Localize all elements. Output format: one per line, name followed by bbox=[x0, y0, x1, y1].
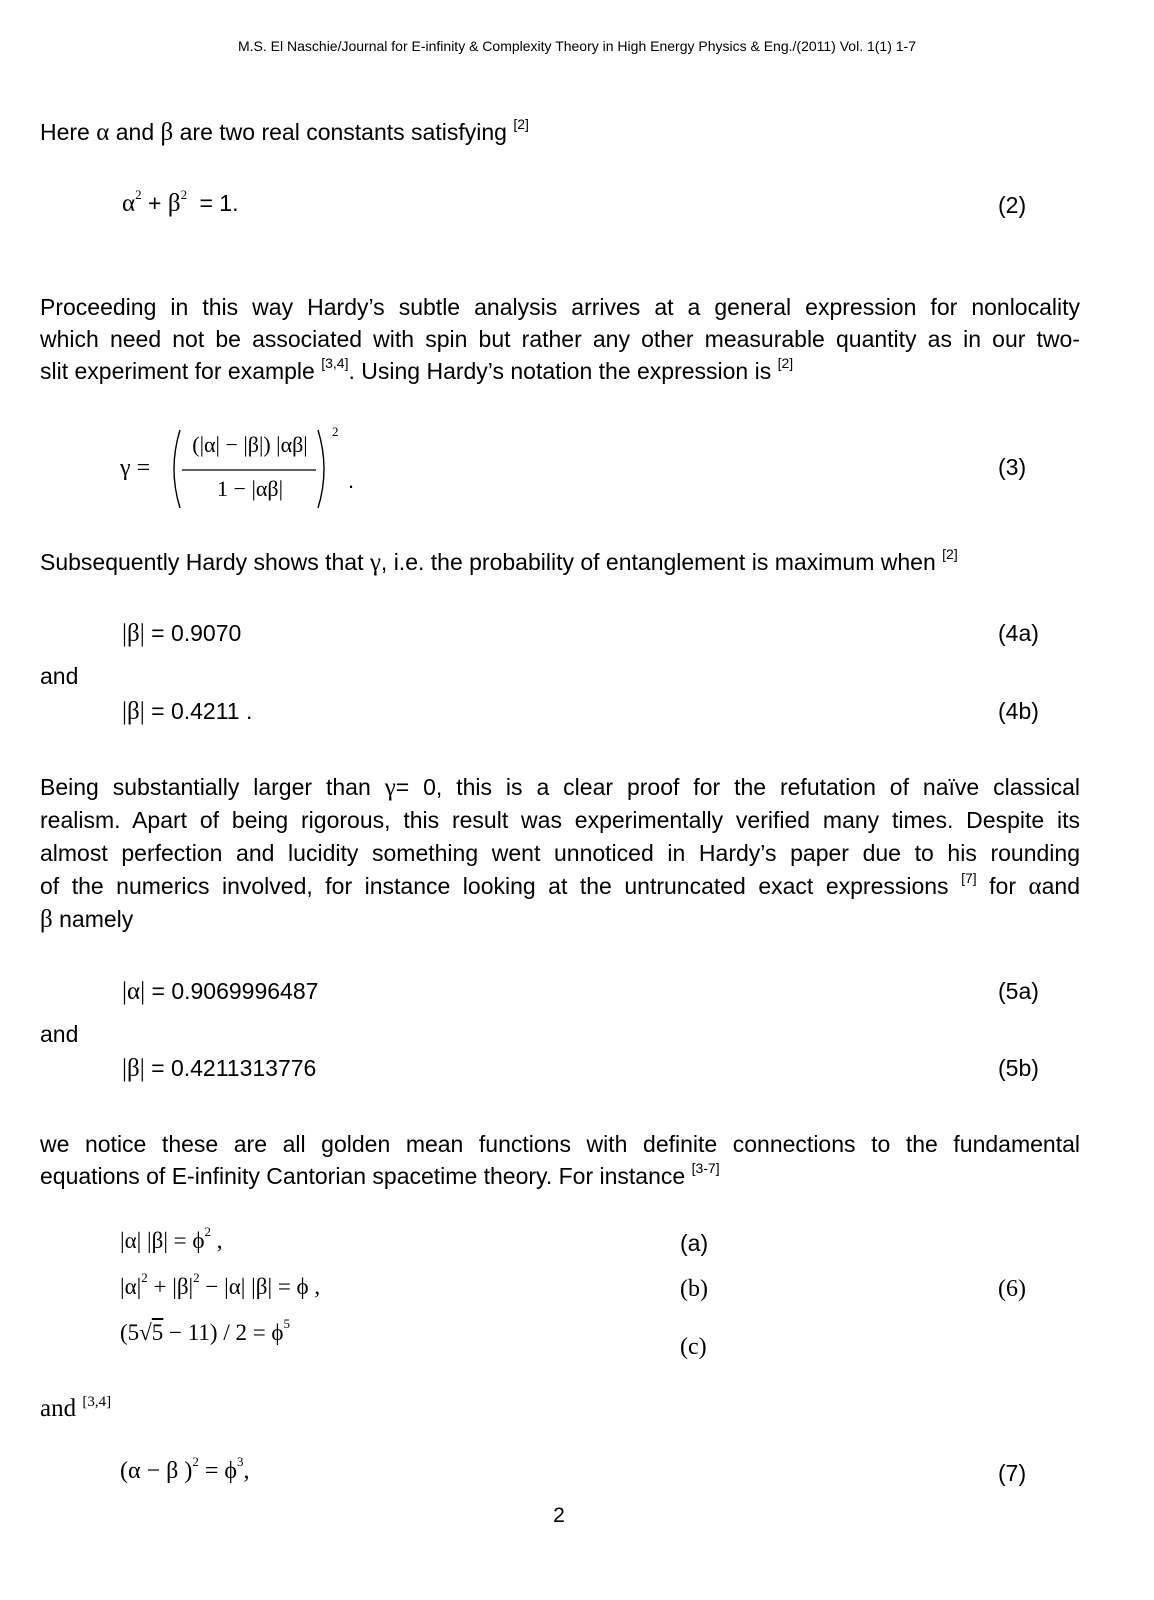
connector-and-ref bbox=[40, 1394, 111, 1423]
equation-5b bbox=[122, 1055, 316, 1083]
comma: , bbox=[243, 1458, 250, 1484]
exponent: 2 bbox=[193, 1270, 200, 1285]
equation-number: (2) bbox=[998, 192, 1027, 218]
left-paren bbox=[174, 430, 180, 508]
text: and bbox=[115, 119, 155, 145]
connector-and: and bbox=[40, 1021, 79, 1047]
exponent: 2 bbox=[180, 187, 188, 202]
exponent: 3 bbox=[236, 1454, 244, 1469]
alpha-symbol: α bbox=[122, 190, 136, 217]
connector-and: and bbox=[40, 663, 79, 689]
equation-number: (6) bbox=[998, 1276, 1026, 1302]
equation-number: (5b) bbox=[998, 1055, 1039, 1081]
abs-alpha: |α| bbox=[122, 978, 146, 1005]
equation-6c bbox=[120, 1316, 291, 1346]
equation-number: (3) bbox=[998, 454, 1027, 480]
abs-alpha: |α| bbox=[120, 1274, 142, 1299]
beta-symbol: β bbox=[167, 190, 181, 217]
abs-beta: |β| bbox=[122, 620, 145, 647]
exponent: 2 bbox=[204, 1224, 211, 1239]
equation-number: (5a) bbox=[998, 978, 1039, 1004]
equation-lhs: γ = bbox=[120, 455, 151, 481]
text: Subsequently Hardy shows that bbox=[40, 549, 364, 575]
gamma-lhs bbox=[120, 454, 150, 482]
numerator: (|α| − |β|) |αβ| bbox=[192, 432, 308, 457]
citation: [3-7] bbox=[691, 1160, 720, 1176]
alpha-symbol: α bbox=[96, 119, 110, 146]
text: for bbox=[989, 873, 1017, 899]
text: Being substantially larger than bbox=[40, 774, 371, 800]
plus: + bbox=[153, 1274, 167, 1299]
equation-rhs: = ϕ bbox=[173, 1228, 205, 1253]
equation-4b bbox=[122, 698, 252, 726]
period: . bbox=[348, 468, 355, 493]
text: , i.e. the probability of entanglement is maximum when bbox=[380, 549, 936, 575]
equation-rhs: = 0.9069996487 bbox=[151, 978, 319, 1004]
equation-rhs: = 0.4211 . bbox=[151, 698, 253, 724]
equation-number: (4a) bbox=[998, 620, 1039, 646]
running-head: M.S. El Naschie/Journal for E-infinity & Complexity Theory in High Energy Physics & Eng./(2011) Vol. 1(1) 1-7 bbox=[238, 38, 916, 54]
citation: [2] bbox=[777, 355, 794, 371]
paragraph-line: which need not be associated with spin but rather any other measurable quantity as in our two- bbox=[40, 326, 1080, 352]
text: equations of E-infinity Cantorian spacetime theory. For instance bbox=[40, 1163, 686, 1189]
equation-5a bbox=[122, 978, 318, 1006]
paragraph-hardy-expression bbox=[40, 291, 1080, 387]
equation-rhs: = ϕ , bbox=[277, 1274, 321, 1299]
citation: [2] bbox=[513, 116, 529, 132]
paragraph-line bbox=[40, 771, 1080, 804]
exponent: 2 bbox=[192, 1454, 199, 1469]
paragraph-line bbox=[40, 870, 1080, 903]
sqrt-icon: √ bbox=[139, 1320, 152, 1345]
paragraph-line: realism. Apart of being rigorous, this result was experimentally verified many times. Despite its bbox=[40, 807, 1080, 833]
sub-label: (a) bbox=[680, 1230, 709, 1256]
paragraph-maximum bbox=[40, 546, 958, 579]
citation: [3,4] bbox=[82, 1394, 112, 1410]
minus: − bbox=[205, 1274, 219, 1299]
citation: [3,4] bbox=[321, 355, 349, 371]
text: namely bbox=[59, 906, 134, 932]
equation-6b bbox=[120, 1270, 321, 1300]
paragraph-line bbox=[40, 1160, 1080, 1192]
radicand: 5 bbox=[151, 1320, 164, 1345]
text: slit experiment for example bbox=[40, 358, 315, 384]
text: are two real constants satisfying bbox=[179, 119, 507, 145]
text: (5 bbox=[120, 1320, 140, 1345]
alpha-symbol: α bbox=[1028, 873, 1042, 900]
exponent: 2 bbox=[141, 1270, 148, 1285]
equation-rhs: = 1. bbox=[199, 190, 239, 216]
text: − 11) / 2 = ϕ bbox=[163, 1320, 284, 1345]
citation: [7] bbox=[961, 870, 977, 886]
equation-rhs: = ϕ bbox=[204, 1458, 237, 1484]
beta-symbol: β bbox=[40, 906, 53, 933]
equation-rhs: = 0.9070 bbox=[151, 620, 242, 646]
paragraph-realism bbox=[40, 771, 1080, 936]
exponent: 2 bbox=[135, 187, 142, 202]
abs-product: |α| |β| bbox=[224, 1274, 273, 1299]
equation-rhs: = 0.4211313776 bbox=[151, 1055, 317, 1081]
comma: , bbox=[216, 1228, 223, 1253]
abs-beta: |β| bbox=[172, 1274, 194, 1299]
sub-label: (b) bbox=[680, 1276, 708, 1302]
equation-4a bbox=[122, 620, 241, 648]
equation-6a bbox=[120, 1224, 223, 1254]
paragraph-constants bbox=[40, 116, 529, 149]
sub-label: (c) bbox=[680, 1334, 707, 1360]
abs-beta: |β| bbox=[122, 1055, 145, 1082]
exponent: 5 bbox=[283, 1316, 291, 1331]
equation-number: (7) bbox=[998, 1460, 1027, 1486]
equation-2 bbox=[122, 187, 239, 218]
text: of the numerics involved, for instance looking at the untruncated exact expressions bbox=[40, 873, 949, 899]
text: and bbox=[1041, 873, 1081, 899]
paragraph-line bbox=[40, 355, 1080, 387]
equation-number: (4b) bbox=[998, 698, 1039, 724]
equation-7 bbox=[120, 1454, 250, 1485]
equation-3-fraction bbox=[166, 424, 366, 514]
text: and bbox=[40, 1395, 77, 1422]
paragraph-golden-mean bbox=[40, 1128, 1080, 1192]
paragraph-line: we notice these are all golden mean functions with definite connections to the fundamental bbox=[40, 1131, 1080, 1157]
paragraph-line: almost perfection and lucidity something went unnoticed in Hardy’s paper due to his rounding bbox=[40, 840, 1080, 866]
text: = 0, this is a clear proof for the refutation of naïve classical bbox=[395, 774, 1081, 800]
equation-lhs: (α − β ) bbox=[120, 1458, 193, 1484]
page-number: 2 bbox=[553, 1504, 565, 1527]
abs-beta: |β| bbox=[122, 698, 145, 725]
gamma-symbol: γ bbox=[384, 774, 396, 801]
denominator: 1 − |αβ| bbox=[217, 476, 283, 501]
text: . Using Hardy’s notation the expression is bbox=[348, 358, 772, 384]
beta-symbol: β bbox=[160, 119, 174, 146]
paragraph-line bbox=[40, 903, 1080, 936]
citation: [2] bbox=[942, 546, 958, 562]
exponent: 2 bbox=[332, 424, 339, 439]
text: Here bbox=[40, 119, 90, 145]
gamma-symbol: γ bbox=[369, 549, 381, 576]
plus: + bbox=[148, 190, 162, 216]
abs-product: |α| |β| bbox=[120, 1228, 168, 1253]
paragraph-line: Proceeding in this way Hardy’s subtle analysis arrives at a general expression for nonlocality bbox=[40, 294, 1080, 320]
right-paren bbox=[318, 430, 324, 508]
